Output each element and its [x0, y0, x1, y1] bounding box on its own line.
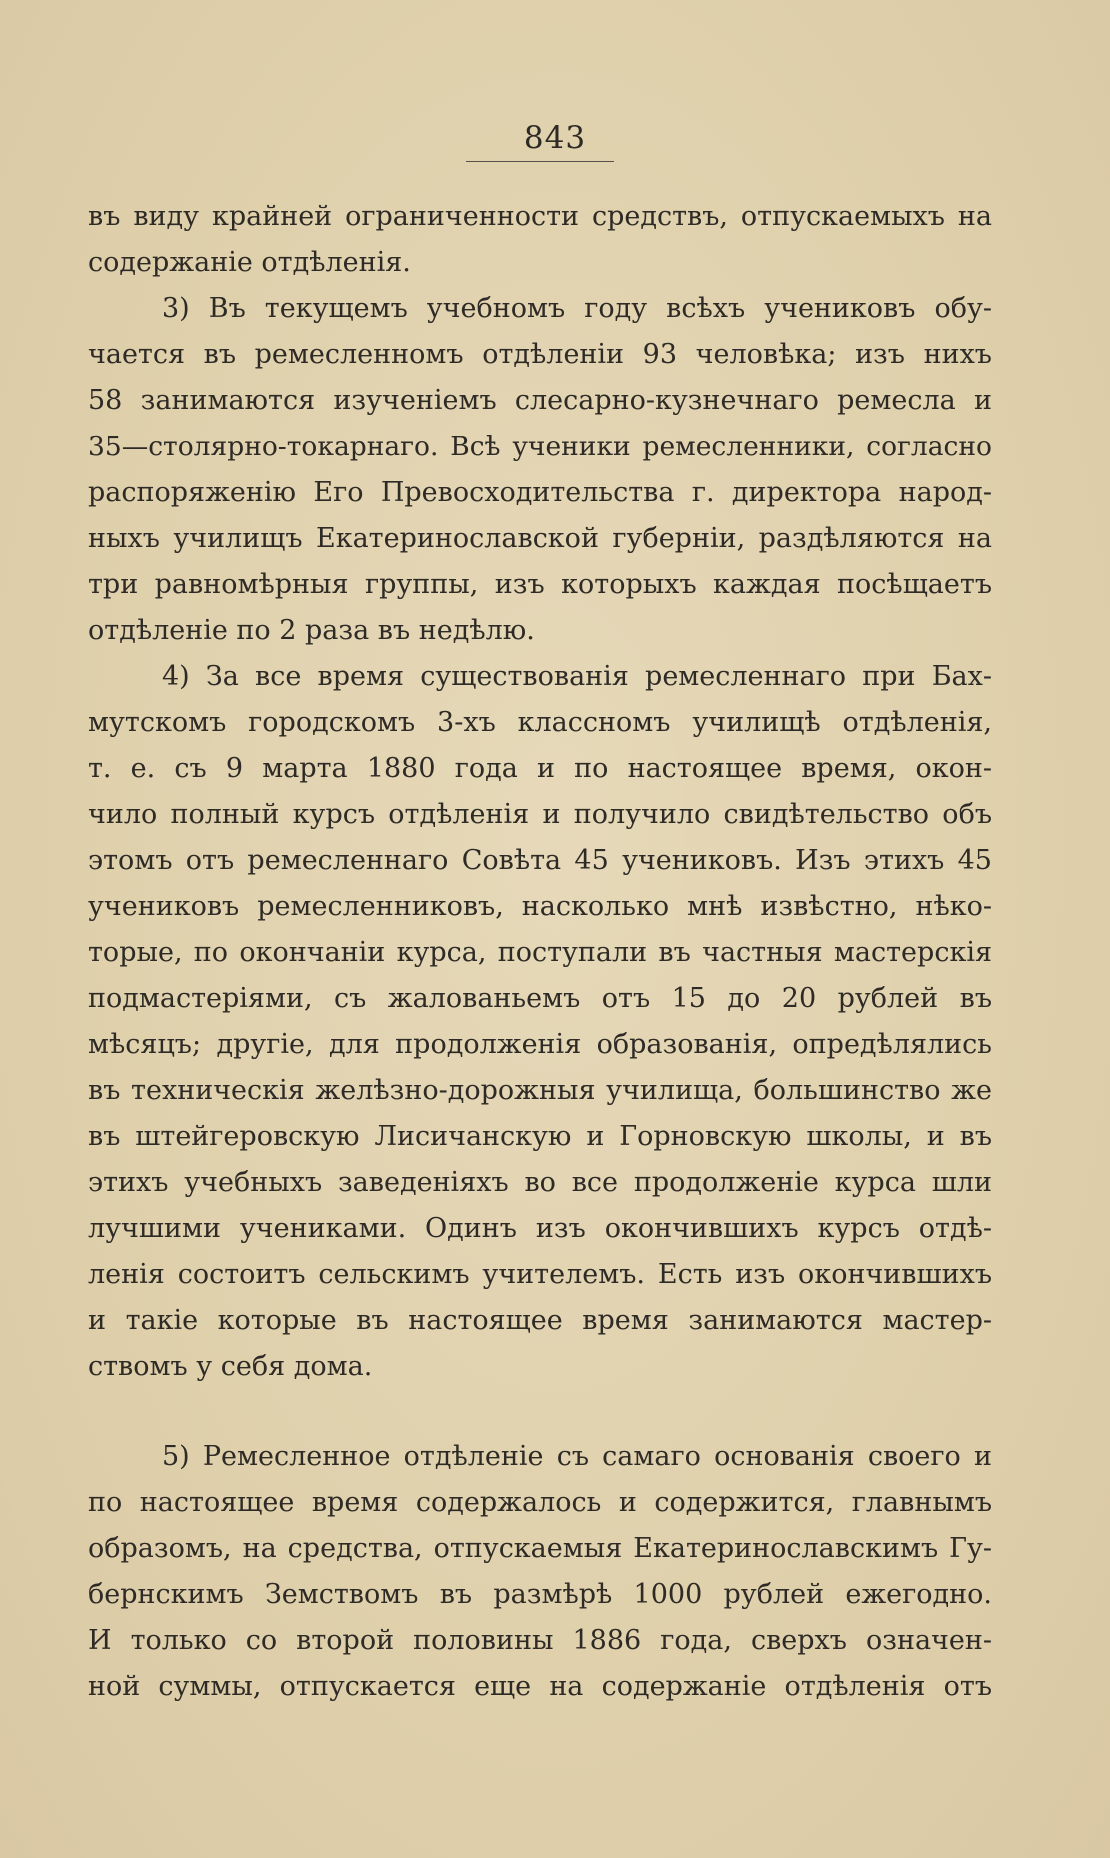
- text-line: 3) Въ текущемъ учебномъ году всѣхъ учениковъ обу-: [162, 293, 992, 324]
- text-line: 5) Ремесленное отдѣленіе съ самаго основанія своего и: [162, 1441, 992, 1472]
- paragraph-5: [88, 1434, 992, 1710]
- text-line: образомъ, на средства, отпускаемыя Екатеринославскимъ Гу-: [88, 1533, 992, 1564]
- text-line: ныхъ училищъ Екатеринославской губерніи, раздѣляются на: [88, 523, 992, 554]
- paragraph-3: [88, 286, 992, 654]
- text-line: чается въ ремесленномъ отдѣленіи 93 человѣка; изъ нихъ: [88, 339, 992, 370]
- text-line: 35—столярно-токарнаго. Всѣ ученики ремесленники, согласно: [88, 431, 992, 462]
- text-line: лучшими учениками. Одинъ изъ окончившихъ курсъ отдѣ-: [88, 1213, 992, 1244]
- page-number: 843: [523, 120, 587, 156]
- text-line: учениковъ ремесленниковъ, насколько мнѣ извѣстно, нѣко-: [88, 891, 992, 922]
- text-line: мутскомъ городскомъ 3-хъ классномъ училищѣ отдѣленія,: [88, 707, 992, 738]
- text-line: отдѣленіе по 2 раза въ недѣлю.: [88, 615, 535, 646]
- body-text: [88, 194, 992, 1710]
- paragraph-gap: [88, 1390, 992, 1434]
- text-line: по настоящее время содержалось и содержится, главнымъ: [88, 1487, 992, 1518]
- text-line: И только со второй половины 1886 года, сверхъ означен-: [88, 1625, 992, 1656]
- text-line: содержаніе отдѣленія.: [88, 247, 411, 278]
- text-line: распоряженію Его Превосходительства г. директора народ-: [88, 477, 992, 508]
- text-line: ной суммы, отпускается еще на содержаніе отдѣленія отъ: [88, 1671, 992, 1702]
- text-line: торые, по окончаніи курса, поступали въ частныя мастерскія: [88, 937, 992, 968]
- text-line: и такіе которые въ настоящее время занимаются мастер-: [88, 1305, 992, 1336]
- text-line: т. е. съ 9 марта 1880 года и по настоящее время, окон-: [88, 753, 992, 784]
- text-line: этомъ отъ ремесленнаго Совѣта 45 учениковъ. Изъ этихъ 45: [88, 845, 992, 876]
- header-rule: [466, 161, 614, 162]
- text-line: въ техническія желѣзно-дорожныя училища, большинство же: [88, 1075, 992, 1106]
- text-line: этихъ учебныхъ заведеніяхъ во все продолженіе курса шли: [88, 1167, 992, 1198]
- paragraph-continuation: [88, 194, 992, 286]
- text-line: подмастеріями, съ жалованьемъ отъ 15 до 20 рублей въ: [88, 983, 992, 1014]
- text-line: въ виду крайней ограниченности средствъ, отпускаемыхъ на: [88, 201, 992, 232]
- text-line: 58 занимаются изученіемъ слесарно-кузнечнаго ремесла и: [88, 385, 992, 416]
- text-line: ствомъ у себя дома.: [88, 1351, 373, 1382]
- text-line: три равномѣрныя группы, изъ которыхъ каждая посѣщаетъ: [88, 569, 992, 600]
- text-line: чило полный курсъ отдѣленія и получило свидѣтельство объ: [88, 799, 992, 830]
- text-line: мѣсяцъ; другіе, для продолженія образованія, опредѣлялись: [88, 1029, 992, 1060]
- paragraph-4: [88, 654, 992, 1390]
- text-line: бернскимъ Земствомъ въ размѣрѣ 1000 рублей ежегодно.: [88, 1579, 992, 1610]
- text-line: ленія состоитъ сельскимъ учителемъ. Есть изъ окончившихъ: [88, 1259, 992, 1290]
- text-line: въ штейгеровскую Лисичанскую и Горновскую школы, и въ: [88, 1121, 992, 1152]
- text-line: 4) За все время существованія ремесленнаго при Бах-: [162, 661, 992, 692]
